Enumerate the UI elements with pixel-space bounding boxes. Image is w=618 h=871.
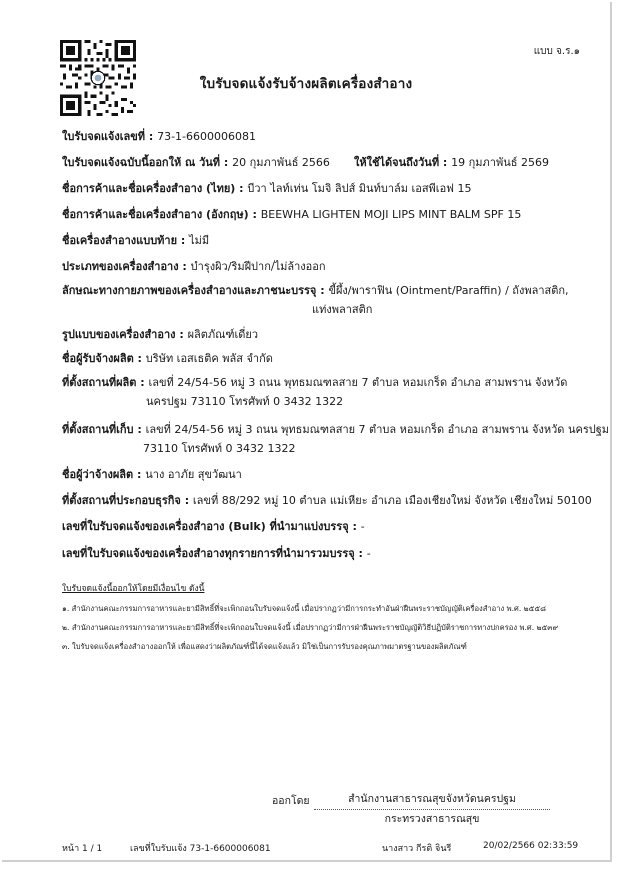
expiry-date-row [354,155,549,170]
storage-address-continued: 73110 โทรศัพท์ 0 3432 1322 [143,442,296,455]
name-english-row [62,207,521,222]
factory-address-value: เลขที่ 24/54-56 หมู่ 3 ถนน พุทธมณฑลสาย 7 ตำบล หอมเกร็ด อำเภอ สามพราน จังหวัด [148,376,568,389]
hirer-row [62,467,242,482]
issue-date-value: 20 กุมภาพันธ์ 2566 [232,156,330,169]
manufacturer-label: ชื่อผู้รับจ้างผลิต : [62,352,146,365]
ministry-name: กระทรวงสาธารณสุข [384,813,480,825]
product-style-row [62,327,258,342]
name-english-value: BEEWHA LIGHTEN MOJI LIPS MINT BALM SPF 15 [260,208,522,221]
officer-name: นางสาว กีรติ จินรี [382,844,452,854]
name-english-label: ชื่อการค้าและชื่อเครื่องสำอาง (อังกฤษ) : [62,208,261,221]
conditions-heading: ใบรับจดแจ้งนี้ออกให้โดยมีเงื่อนไข ดังนี้ [62,584,205,594]
business-address-label: ที่ตั้งสถานที่ประกอบธุรกิจ : [62,494,193,507]
manufacturer-row [62,351,273,366]
condition-item: ๑. สำนักงานคณะกรรมการอาหารและยามีสิทธิ์ที่จะเพิกถอนใบรับจดแจ้งนี้ เมื่อปรากฏว่ามีการกระทำอันฝ่าฝืนพระราชบัญญัติเครื่องสำอาง พ.ศ. ๒๕๕๘ [62,604,547,613]
bulk-notification-value: - [360,520,365,533]
issuing-agency: สำนักงานสาธารณสุขจังหวัดนครปฐม [314,790,550,810]
page-indicator: หน้า 1 / 1 [62,844,103,854]
suffix-name-value: ไม่มี [189,234,210,247]
footer-reference-label: เลขที่ใบรับแจ้ง [130,844,190,854]
physical-form-row [62,283,569,298]
name-thai-label: ชื่อการค้าและชื่อเครื่องสำอาง (ไทย) : [62,182,248,195]
print-timestamp: 20/02/2566 02:33:59 [483,841,579,851]
footer-reference [130,841,271,855]
suffix-name-label: ชื่อเครื่องสำอางแบบท้าย : [62,234,190,247]
expiry-date-label: ให้ใช้ได้จนถึงวันที่ : [354,156,452,169]
bulk-notification-label: เลขที่ใบรับจดแจ้งของเครื่องสำอาง (Bulk) ที่นำมาแบ่งบรรจุ : [62,520,361,533]
storage-address-label: ที่ตั้งสถานที่เก็บ : [62,423,146,436]
condition-item: ๓. ใบรับจดแจ้งเครื่องสำอางออกให้ เพื่อแสดงว่าผลิตภัณฑ์นี้ได้จดแจ้งแล้ว มิใช่เป็นการรับรองคุณภาพมาตรฐานของผลิตภัณฑ์ [62,642,467,651]
manufacturer-value: บริษัท เอสเธติค พลัส จำกัด [145,352,273,365]
notification-number-label: ใบรับจดแจ้งเลขที่ : [62,130,158,143]
issue-date-row [62,155,330,170]
hirer-value: นาง อาภัย สุขวัฒนา [145,468,242,481]
hirer-label: ชื่อผู้ว่าจ้างผลิต : [62,468,146,481]
condition-item: ๒. สำนักงานคณะกรรมการอาหารและยามีสิทธิ์ที่จะเพิกถอนใบจดแจ้งนี้ เมื่อปรากฏว่ามีการฝ่าฝืนพระราชบัญญัติวิธีปฏิบัติราชการทางปกครอง พ.ศ. ๒๕๓๙ [62,623,559,632]
physical-form-continued: แท่งพลาสติก [312,303,373,316]
expiry-date-value: 19 กุมภาพันธ์ 2569 [451,156,549,169]
storage-address-row [62,422,609,437]
notification-number-value: 73-1-6600006081 [157,130,256,143]
business-address-row [62,493,592,508]
storage-address-value: เลขที่ 24/54-56 หมู่ 3 ถนน พุทธมณฑลสาย 7 ตำบล หอมเกร็ด อำเภอ สามพราน จังหวัด นครปฐม [145,423,610,436]
document-title: ใบรับจดแจ้งรับจ้างผลิตเครื่องสำอาง [199,76,413,92]
cosmetic-type-value: บำรุงผิว/ริมฝีปาก/ไม่ล้างออก [190,260,326,273]
issue-date-label: ใบรับจดแจ้งฉบับนี้ออกให้ ณ วันที่ : [62,156,233,169]
factory-address-label: ที่ตั้งสถานที่ผลิต : [62,376,149,389]
footer-reference-number: 73-1-6600006081 [189,844,271,854]
notification-number-row [62,129,256,144]
combined-notification-row [62,546,371,561]
business-address-value: เลขที่ 88/292 หมู่ 10 ตำบล แม่เหียะ อำเภอ เมืองเชียงใหม่ จังหวัด เชียงใหม่ 50100 [192,494,592,507]
name-thai-row [62,181,471,196]
certificate-page [2,2,612,862]
suffix-name-row [62,233,209,248]
form-code: แบบ จ.ร.๑ [533,46,580,57]
name-thai-value: บีวา ไลท์เท่น โมจิ ลิปส์ มินท์บาล์ม เอสพีเอฟ 15 [247,182,472,195]
product-style-label: รูปแบบของเครื่องสำอาง : [62,328,188,341]
product-style-value: ผลิตภัณฑ์เดี่ยว [187,328,259,341]
combined-notification-label: เลขที่ใบรับจดแจ้งของเครื่องสำอางทุกรายการที่นำมารวมบรรจุ : [62,547,367,560]
factory-address-row [62,375,567,390]
cosmetic-type-row [62,259,326,274]
cosmetic-type-label: ประเภทของเครื่องสำอาง : [62,260,191,273]
issued-by-label: ออกโดย [272,795,310,807]
combined-notification-value: - [366,547,371,560]
factory-address-continued: นครปฐม 73110 โทรศัพท์ 0 3432 1322 [146,395,344,408]
bulk-notification-row [62,519,365,534]
physical-form-label: ลักษณะทางกายภาพของเครื่องสำอางและภาชนะบรรจุ : [62,284,329,297]
physical-form-value: ขี้ผึ้ง/พาราฟิน (Ointment/Paraffin) / ถังพลาสติก, [328,284,569,297]
